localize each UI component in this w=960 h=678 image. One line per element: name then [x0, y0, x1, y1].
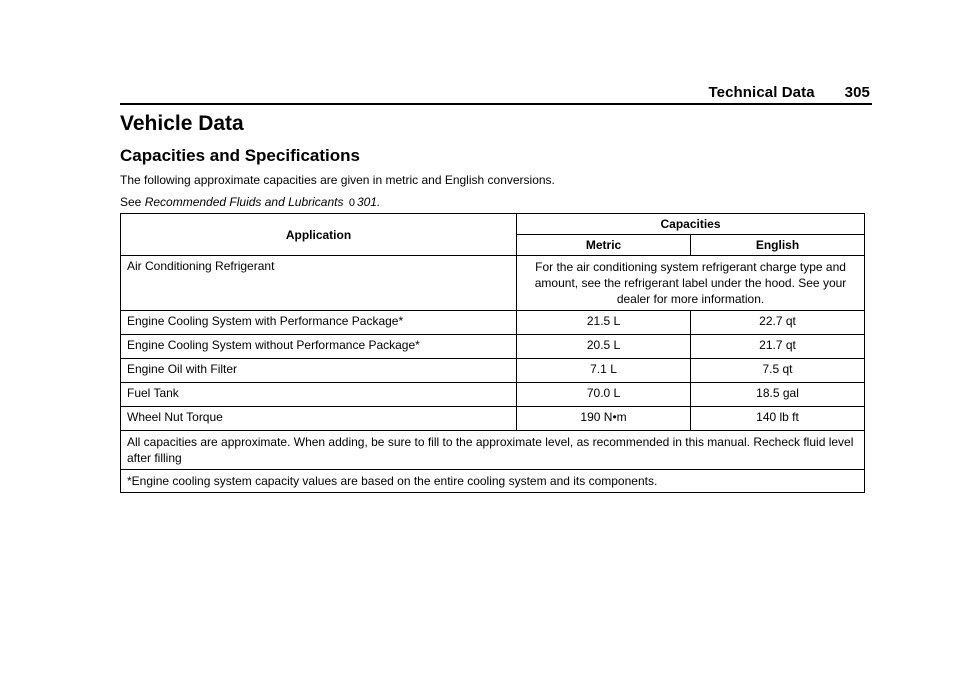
cross-reference-link[interactable]: Recommended Fluids and Lubricants	[144, 195, 344, 209]
cell-metric: 7.1 L	[517, 359, 691, 383]
see-reference	[120, 195, 380, 209]
running-header	[709, 84, 871, 101]
table-row	[121, 383, 865, 407]
footnote-approximate: All capacities are approximate. When adding, be sure to fill to the approximate level, as recommended in this manual. Recheck fluid level after filling	[121, 431, 865, 470]
cross-reference-page[interactable]: 301.	[356, 195, 381, 209]
cell-metric: 190 N•m	[517, 407, 691, 431]
header-divider	[120, 103, 872, 105]
page-title: Vehicle Data	[120, 112, 244, 135]
table-row	[121, 407, 865, 431]
table-footnote-row	[121, 470, 865, 493]
capacities-table	[120, 213, 865, 493]
intro-paragraph: The following approximate capacities are given in metric and English conversions.	[120, 173, 555, 187]
cell-application: Air Conditioning Refrigerant	[121, 256, 517, 311]
header-english: English	[691, 235, 865, 256]
cell-english: 18.5 gal	[691, 383, 865, 407]
page-number: 305	[844, 84, 870, 101]
cell-english: 7.5 qt	[691, 359, 865, 383]
header-application: Application	[121, 214, 517, 256]
table-footnote-row	[121, 431, 865, 470]
header-metric: Metric	[517, 235, 691, 256]
cell-application: Engine Cooling System without Performance Package*	[121, 335, 517, 359]
table-row	[121, 335, 865, 359]
table-row	[121, 359, 865, 383]
cell-english: 140 lb ft	[691, 407, 865, 431]
table-row-air-conditioning	[121, 256, 865, 311]
cell-metric: 21.5 L	[517, 311, 691, 335]
header-section-title: Technical Data	[708, 84, 815, 101]
footnote-cooling-system: *Engine cooling system capacity values are based on the entire cooling system and its components.	[121, 470, 865, 493]
cell-application: Wheel Nut Torque	[121, 407, 517, 431]
page-reference-arrow-icon: 0	[348, 197, 355, 209]
cell-application: Engine Oil with Filter	[121, 359, 517, 383]
section-title: Capacities and Specifications	[120, 146, 360, 165]
cell-metric: 70.0 L	[517, 383, 691, 407]
table-row	[121, 311, 865, 335]
cell-metric: 20.5 L	[517, 335, 691, 359]
cell-application: Engine Cooling System with Performance Package*	[121, 311, 517, 335]
cell-english: 22.7 qt	[691, 311, 865, 335]
header-capacities: Capacities	[517, 214, 865, 235]
cell-application: Fuel Tank	[121, 383, 517, 407]
see-prefix: See	[120, 195, 142, 209]
cell-english: 21.7 qt	[691, 335, 865, 359]
cell-ac-note: For the air conditioning system refrigerant charge type and amount, see the refrigerant label under the hood. See your dealer for more information.	[517, 256, 865, 311]
